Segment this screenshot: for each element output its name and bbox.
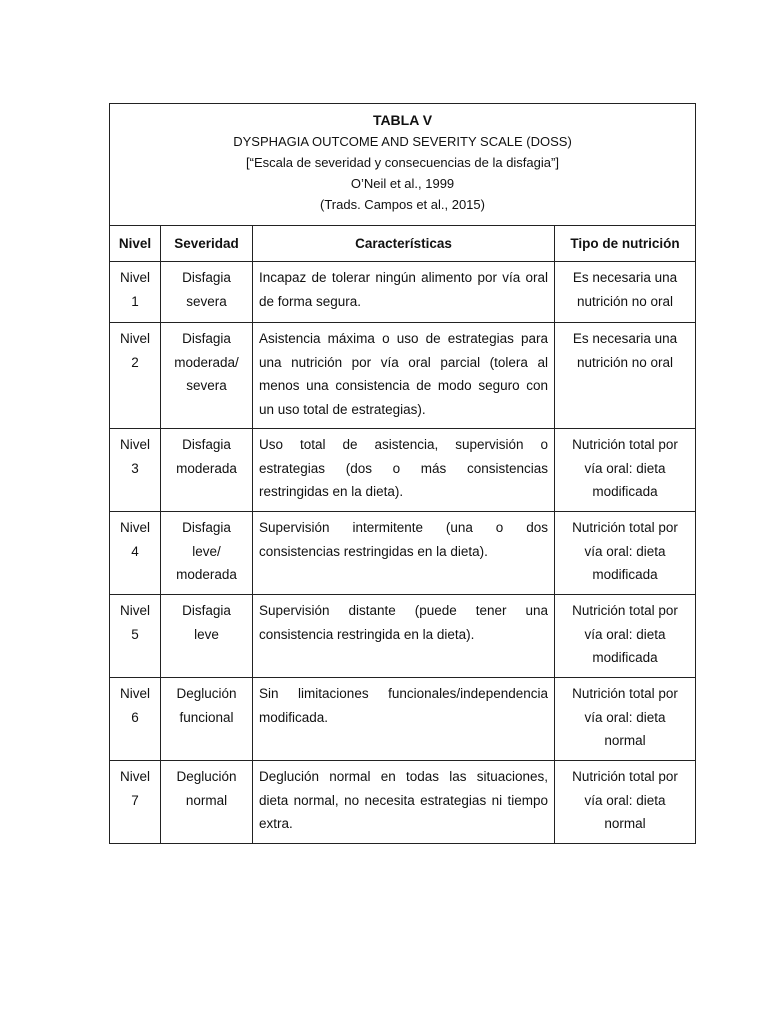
severidad-line: moderada (176, 567, 237, 582)
tipo-line: Nutrición total por (572, 437, 678, 452)
tipo-line: vía oral: dieta (584, 792, 666, 808)
tipo-line: modificada (592, 650, 658, 665)
cell-severidad (161, 678, 253, 761)
cell-nivel (110, 595, 161, 678)
cell-nivel (110, 512, 161, 595)
header-row (110, 226, 696, 262)
severidad-line: leve (194, 626, 219, 642)
tipo-line: vía oral: dieta (584, 460, 666, 476)
severidad-line: Deglución (176, 686, 237, 701)
cell-tipo (555, 512, 696, 595)
cell-tipo (555, 595, 696, 678)
tipo-line: normal (604, 816, 646, 831)
header-tipo: Tipo de nutrición (555, 226, 696, 262)
cell-caracteristicas: Uso total de asistencia, supervisión o estrategias (dos o más consistencias restringidas en la dieta). (253, 429, 555, 512)
severidad-line: Disfagia (182, 270, 231, 285)
nivel-label: Nivel (119, 686, 150, 701)
nivel-label: Nivel (119, 520, 150, 535)
cell-severidad (161, 262, 253, 323)
cell-tipo (555, 262, 696, 323)
cell-caracteristicas: Supervisión intermitente (una o dos consistencias restringidas en la dieta). (253, 512, 555, 595)
severidad-line: Disfagia (182, 437, 231, 452)
severidad-line: severa (186, 378, 227, 393)
tipo-line: nutrición no oral (576, 354, 674, 370)
table-row (110, 512, 696, 595)
tipo-line: vía oral: dieta (584, 626, 666, 642)
nivel-number: 5 (131, 626, 139, 642)
table-title-main: TABLA V (372, 112, 433, 128)
table-title-translation: (Trads. Campos et al., 2015) (320, 197, 485, 212)
title-row (110, 104, 696, 226)
severidad-line: normal (185, 792, 228, 808)
table-row (110, 323, 696, 429)
tipo-line: Es necesaria una (572, 331, 678, 346)
nivel-label: Nivel (119, 603, 150, 618)
tipo-line: nutrición no oral (576, 293, 674, 309)
table-row (110, 678, 696, 761)
nivel-number: 1 (131, 293, 139, 309)
severidad-line: Disfagia (182, 520, 231, 535)
nivel-label: Nivel (119, 331, 150, 346)
severidad-line: moderada/ (174, 354, 239, 370)
cell-nivel (110, 323, 161, 429)
tipo-line: vía oral: dieta (584, 543, 666, 559)
nivel-number: 2 (131, 354, 139, 370)
table-row (110, 429, 696, 512)
nivel-number: 6 (131, 709, 139, 725)
nivel-label: Nivel (119, 769, 150, 784)
nivel-label: Nivel (119, 270, 150, 285)
cell-tipo (555, 323, 696, 429)
severidad-line: leve/ (192, 543, 221, 559)
tipo-line: Nutrición total por (572, 686, 678, 701)
cell-caracteristicas: Asistencia máxima o uso de estrategias para una nutrición por vía oral parcial (tolera al menos una consistencia de modo seguro con un uso total de estrategias). (253, 323, 555, 429)
severidad-line: Disfagia (182, 331, 231, 346)
nivel-number: 3 (131, 460, 139, 476)
cell-caracteristicas: Deglución normal en todas las situaciones, dieta normal, no necesita estrategias ni tiempo extra. (253, 761, 555, 844)
header-severidad: Severidad (161, 226, 253, 262)
table-title-english: DYSPHAGIA OUTCOME AND SEVERITY SCALE (DOSS) (233, 134, 572, 149)
severidad-line: severa (186, 293, 227, 309)
cell-tipo (555, 761, 696, 844)
tipo-line: Es necesaria una (572, 270, 678, 285)
cell-tipo (555, 678, 696, 761)
table-title-citation: O’Neil et al., 1999 (350, 176, 455, 191)
header-caracteristicas: Características (253, 226, 555, 262)
severidad-line: Deglución (176, 769, 237, 784)
tipo-line: vía oral: dieta (584, 709, 666, 725)
nivel-number: 4 (131, 543, 139, 559)
cell-severidad (161, 595, 253, 678)
tipo-line: modificada (592, 484, 658, 499)
tipo-line: Nutrición total por (572, 603, 678, 618)
tipo-line: Nutrición total por (572, 769, 678, 784)
severidad-line: Disfagia (182, 603, 231, 618)
table-row (110, 595, 696, 678)
severidad-line: moderada (176, 460, 237, 476)
nivel-number: 7 (131, 792, 139, 808)
severidad-line: funcional (179, 709, 234, 725)
cell-nivel (110, 429, 161, 512)
cell-severidad (161, 512, 253, 595)
nivel-label: Nivel (119, 437, 150, 452)
cell-severidad (161, 761, 253, 844)
tipo-line: normal (604, 733, 646, 748)
cell-tipo (555, 429, 696, 512)
cell-caracteristicas: Incapaz de tolerar ningún alimento por vía oral de forma segura. (253, 262, 555, 323)
cell-severidad (161, 429, 253, 512)
cell-severidad (161, 323, 253, 429)
table-title (110, 104, 696, 226)
cell-caracteristicas: Sin limitaciones funcionales/independencia modificada. (253, 678, 555, 761)
table-row (110, 262, 696, 323)
table-row (110, 761, 696, 844)
cell-caracteristicas: Supervisión distante (puede tener una consistencia restringida en la dieta). (253, 595, 555, 678)
cell-nivel (110, 761, 161, 844)
doss-table (109, 103, 696, 844)
tipo-line: Nutrición total por (572, 520, 678, 535)
tipo-line: modificada (592, 567, 658, 582)
cell-nivel (110, 678, 161, 761)
cell-nivel (110, 262, 161, 323)
table-title-spanish: [“Escala de severidad y consecuencias de la disfagia”] (246, 155, 559, 170)
header-nivel: Nivel (110, 226, 161, 262)
